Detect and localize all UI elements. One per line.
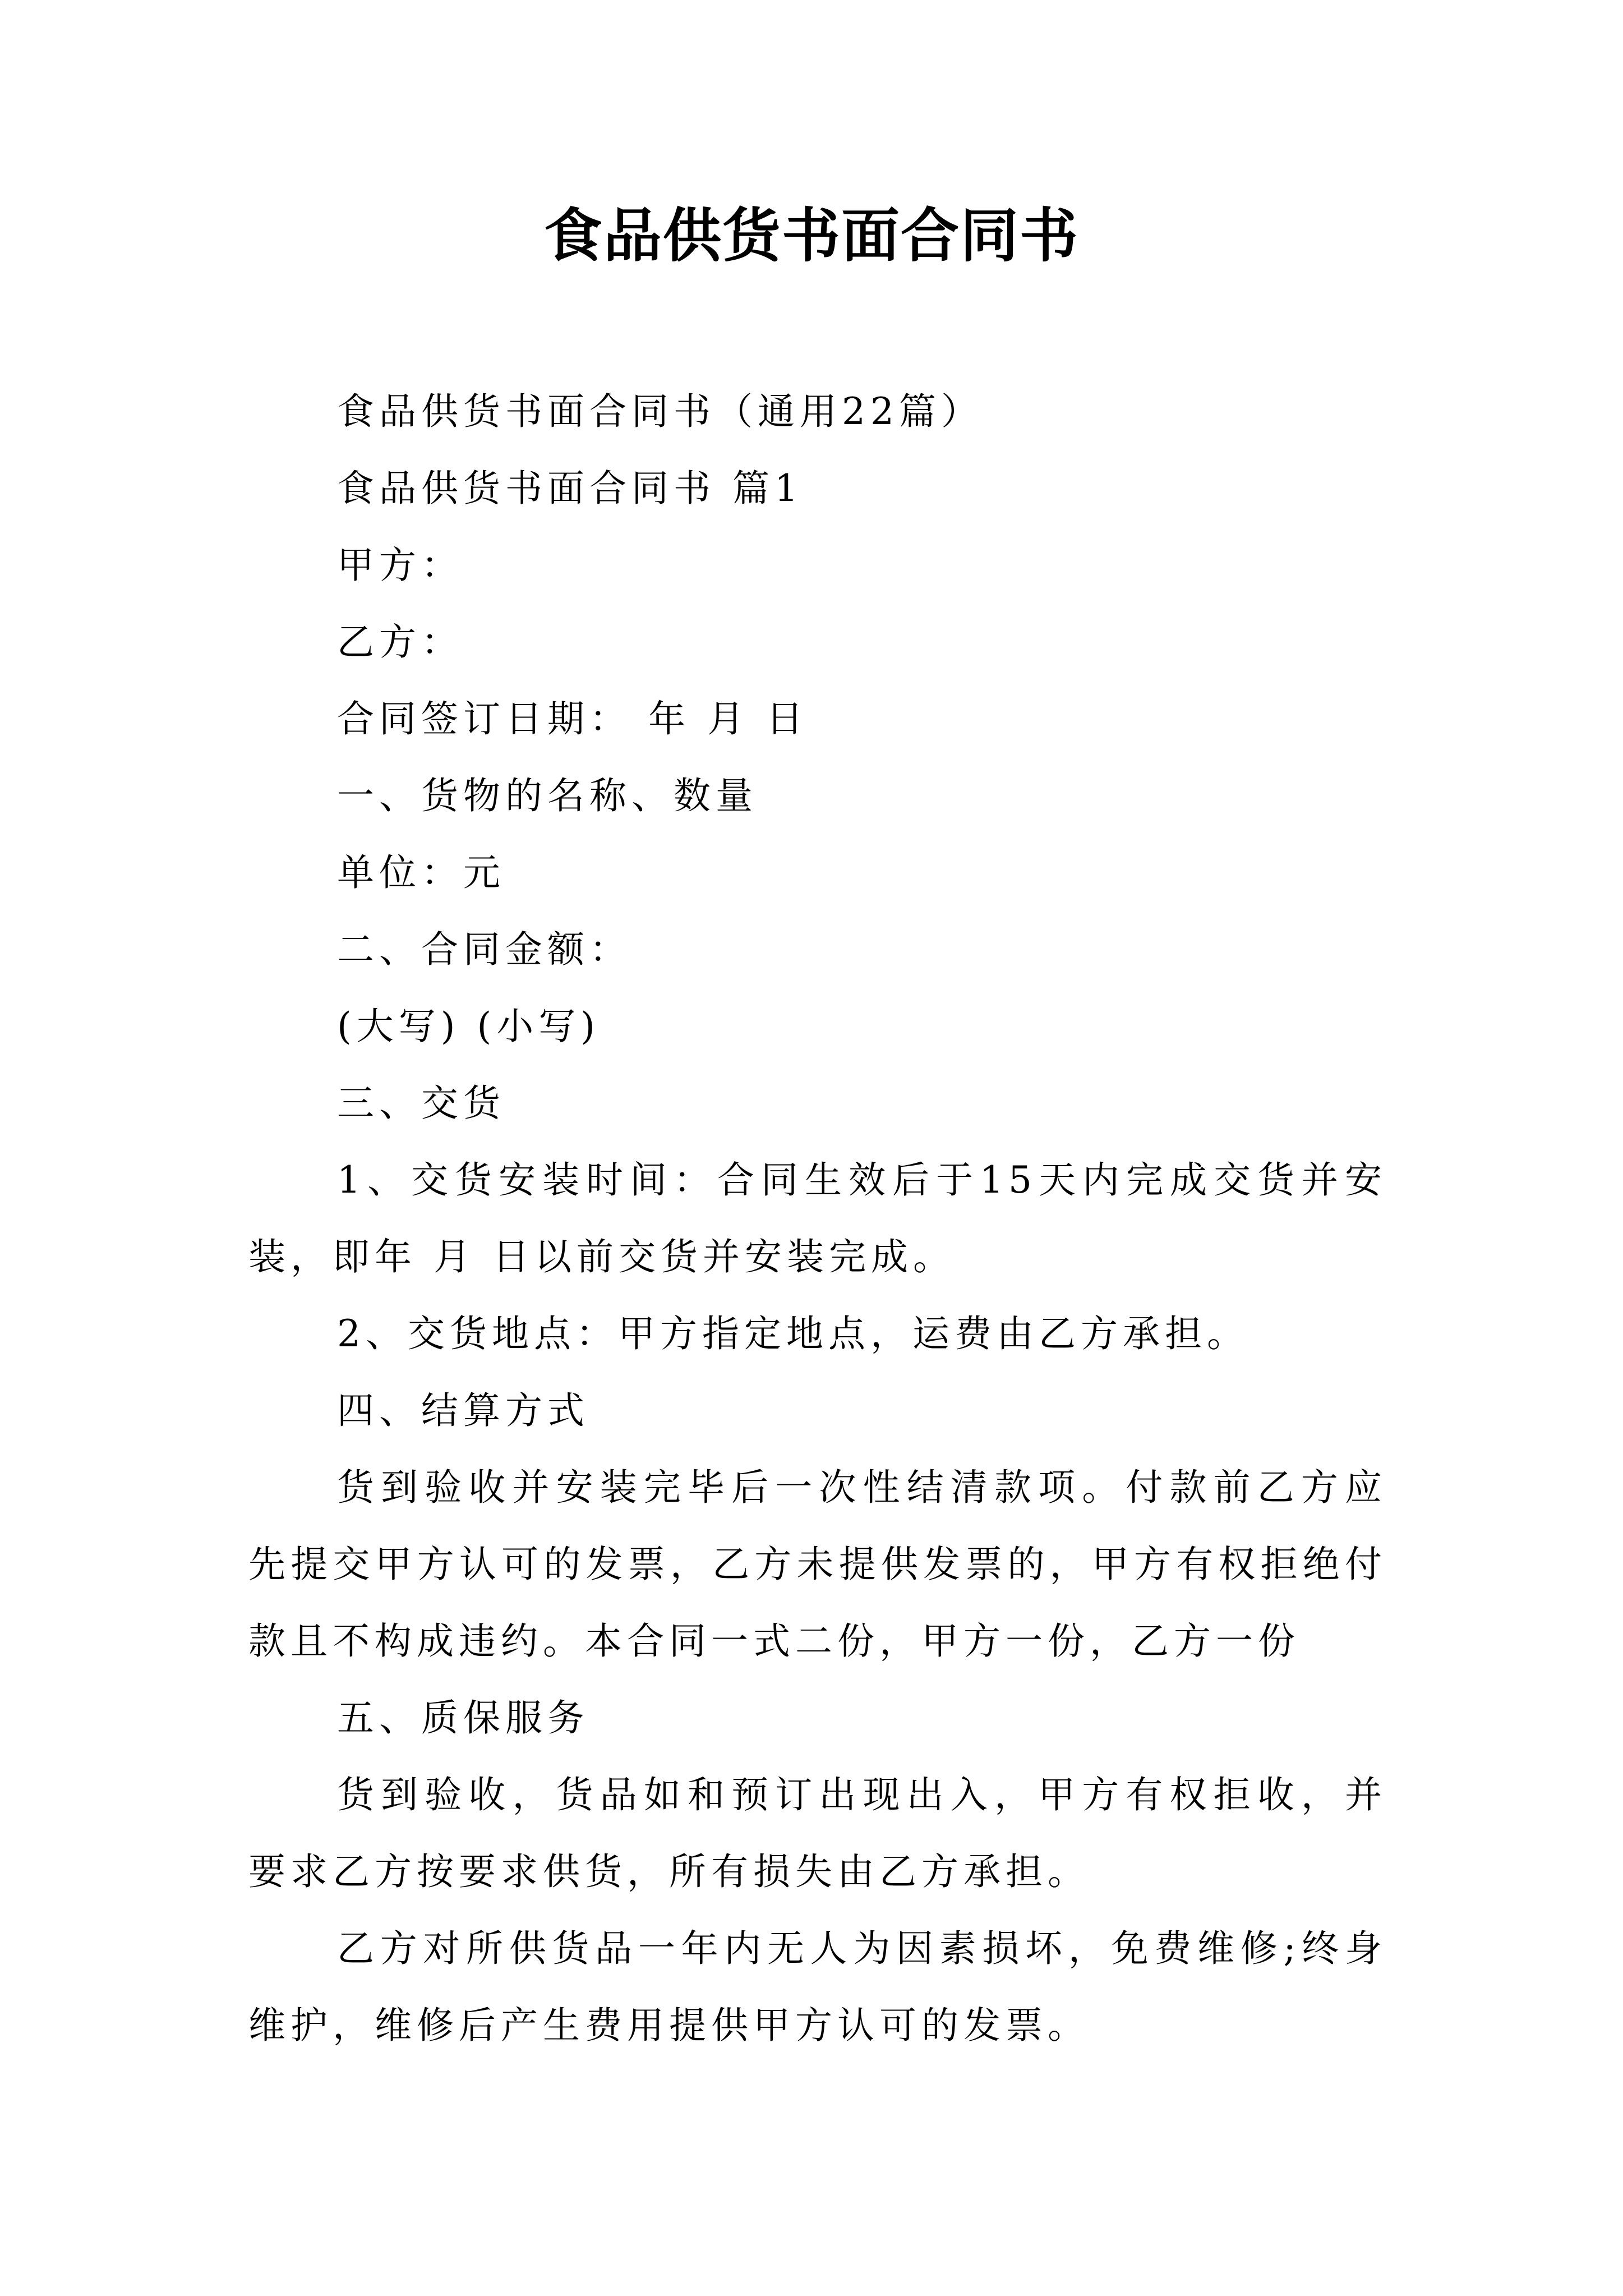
warranty-paragraph-2: 乙方对所供货品一年内无人为因素损坏，免费维修;终身维护，维修后产生费用提供甲方认可的发票。 [248,1927,1387,2047]
document-subtitle: 食品供货书面合同书（通用22篇） [337,390,983,433]
settlement-paragraph: 货到验收并安装完毕后一次性结清款项。付款前乙方应先提交甲方认可的发票，乙方未提供发票的，甲方有权拒绝付款且不构成违约。本合同一式二份，甲方一份，乙方一份 [248,1466,1387,1663]
delivery-time-paragraph: 1、交货安装时间：合同生效后于15天内完成交货并安装，即年 月 日以前交货并安装完成。 [248,1158,1387,1278]
signing-date-line: 合同签订日期： 年 月 日 [337,697,808,740]
party-b-label: 乙方： [337,620,463,664]
warranty-paragraph-1: 货到验收，货品如和预订出现出入，甲方有权拒收，并要求乙方按要求供货，所有损失由乙方承担。 [248,1773,1387,1893]
section-heading-part-1: 食品供货书面合同书 篇1 [337,467,803,510]
settlement-heading: 四、结算方式 [337,1389,589,1432]
amount-heading: 二、合同金额： [337,928,631,971]
delivery-place-line: 2、交货地点：甲方指定地点，运费由乙方承担。 [337,1312,1249,1355]
document-body [248,373,1387,2064]
delivery-heading: 三、交货 [337,1082,505,1125]
warranty-heading: 五、质保服务 [337,1696,589,1740]
document-title: 食品供货书面合同书 [543,201,1079,270]
party-a-label: 甲方： [337,544,463,587]
amount-capitalized-line: (大写) (小写) [337,1005,600,1048]
unit-line: 单位：元 [337,851,505,894]
goods-heading: 一、货物的名称、数量 [337,774,758,817]
